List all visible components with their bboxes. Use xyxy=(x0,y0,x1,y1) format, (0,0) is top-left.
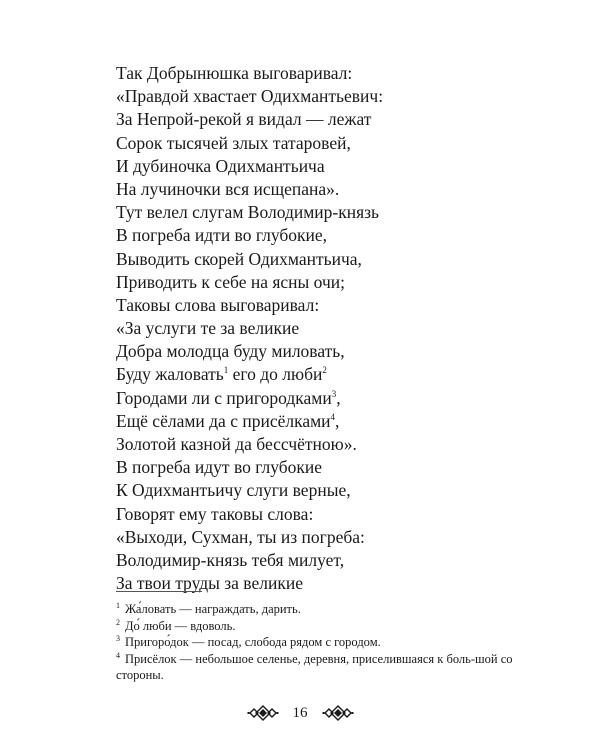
poem-line: Приводить к себе на ясны очи; xyxy=(116,271,346,292)
footnote-number: 4 xyxy=(116,650,120,660)
footnote-number: 3 xyxy=(116,634,120,644)
poem-line: Буду жаловать$^1$ его до люби$^2$ xyxy=(116,364,327,385)
poem-line: Тут велел слугам Володимир-князь xyxy=(116,202,380,223)
footnote-number: 1 xyxy=(116,601,120,610)
poem-text xyxy=(116,62,536,595)
footnote xyxy=(116,601,516,618)
page-footer xyxy=(0,698,600,728)
poem-line: Таковы слова выговаривал: xyxy=(116,294,320,315)
footnote-divider xyxy=(116,591,202,592)
footnote-ref[interactable]: 2 xyxy=(322,365,327,376)
poem-line: Говорят ему таковы слова: xyxy=(116,503,314,524)
poem-line: Добра молодца буду миловать, xyxy=(116,341,345,362)
poem-line: Выводить скорей Одихмантьича, xyxy=(116,248,362,269)
ornament-icon xyxy=(247,704,279,722)
poem-line: Сорок тысячей злых татаровей, xyxy=(116,132,351,153)
footnote-ref[interactable]: 4 xyxy=(330,411,336,422)
footnote-text: Присёлок — небольшое селенье, деревня, приселившаяся к боль-шой со стороны. xyxy=(116,651,513,683)
footnote-number: 2 xyxy=(116,617,120,627)
footnote xyxy=(116,651,516,684)
footnote-text: Пригоро́док — посад, слобода рядом с городом. xyxy=(125,635,381,650)
footnote-ref[interactable]: 3 xyxy=(331,388,337,399)
poem-line: «Правдой хвастает Одихмантьевич: xyxy=(116,86,384,107)
footnotes xyxy=(116,601,516,684)
poem-line: Володимир-князь тебя милует, xyxy=(116,549,345,570)
poem-line: И дубиночка Одихмантьича xyxy=(116,155,325,176)
poem-line: В погреба идти во глубокие, xyxy=(116,225,328,246)
footnote-ref[interactable]: 1 xyxy=(223,365,229,376)
footnote xyxy=(116,634,516,651)
poem-line: «За услуги те за великие xyxy=(116,318,300,339)
poem-line: Так Добрынюшка выговаривал: xyxy=(116,63,353,83)
poem-line: В погреба идут во глубокие xyxy=(116,457,323,478)
footnote-text: Жа́ловать — награждать, дарить. xyxy=(125,602,301,616)
page-number: 16 xyxy=(292,704,308,721)
poem-line: «Выходи, Сухман, ты из погреба: xyxy=(116,526,365,547)
poem-line: К Одихмантьичу слуги верные, xyxy=(116,480,351,501)
footnote-text: До́ люби — вдоволь. xyxy=(125,618,236,633)
ornament-icon xyxy=(322,704,354,722)
poem-line: За твои труды за великие xyxy=(116,573,303,594)
poem-line: Городами ли с пригородками$^3$, xyxy=(116,387,341,408)
poem-line: На лучиночки вся исщепана». xyxy=(116,178,340,199)
poem-line: За Непрой-рекой я видал — лежат xyxy=(116,109,372,130)
footnote xyxy=(116,618,516,635)
poem-line: Ещё сёлами да с присёлками$^4$, xyxy=(116,410,340,431)
poem-line: Золотой казной да бессчётною». xyxy=(116,434,357,454)
